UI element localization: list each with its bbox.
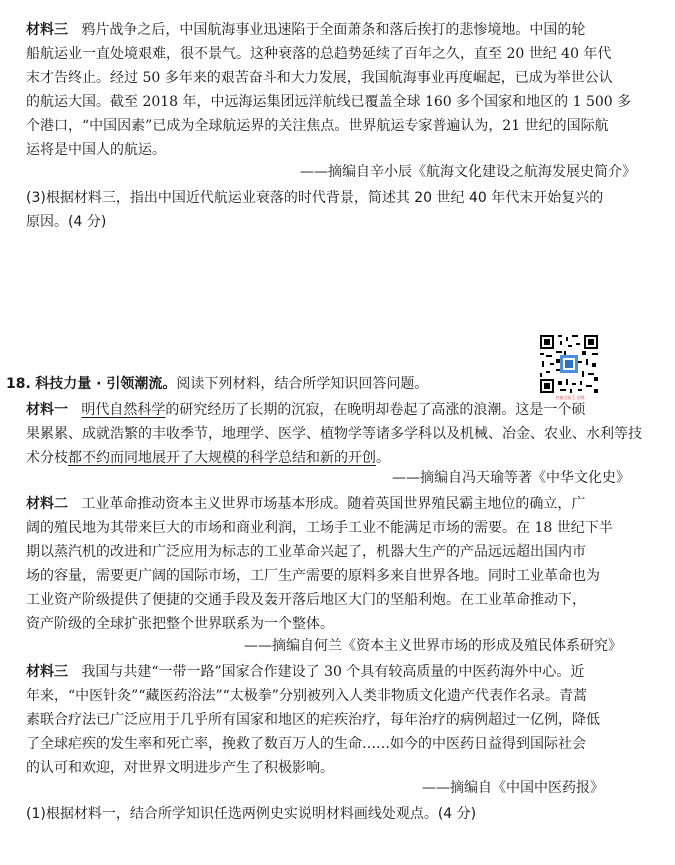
s1-m3-line-1 <box>26 20 585 40</box>
s2-m3-line-3: 素联合疗法已广泛应用于几乎所有国家和地区的疟疾治疗，每年治疗的病例超过一亿例，降低 <box>26 712 600 728</box>
s2-m3-source: ——摘编自《中国中医药报》 <box>422 780 604 796</box>
s2-m1-label: 材料一 <box>26 402 68 418</box>
s2-m1-underlined-2: 都不约而同地展开了大规模的科学总结和新的开创 <box>68 450 376 466</box>
s1-m3-label: 材料三 <box>26 22 68 38</box>
s2-question-1: (1)根据材料一，结合所学知识任选两例史实说明材料画线处观点。(4 分) <box>26 806 477 822</box>
qr-caption: 扫描全能王 创建 <box>555 395 585 400</box>
s2-m2-line-6: 资产阶级的全球扩张把整个世界联系为一个整体。 <box>26 616 334 632</box>
s1-m3-line-3: 末才告终止。经过 50 多年来的艰苦奋斗和大力发展，我国航海事业再度崛起，已成为举世公认 <box>26 70 613 86</box>
q18-title: 科技力量 · 引领潮流。 <box>35 376 177 392</box>
s1-m3-line-4: 的航运大国。截至 2018 年，中远海运集团远洋航线已覆盖全球 160 多个国家和地区的 1 500 多 <box>26 94 632 110</box>
s1-m3-line-2: 船航运业一直处境艰难，很不景气。这种衰落的总趋势延续了百年之久，直至 20 世纪 40 年代 <box>26 46 612 62</box>
qr-code-image <box>538 333 600 395</box>
q18-number: 18. <box>6 376 31 392</box>
s2-m1-text-3b: 。 <box>376 450 390 466</box>
s2-m3-line-5: 的认可和欢迎，对世界文明进步产生了积极影响。 <box>26 760 334 776</box>
s1-m3-source: ——摘编自辛小辰《航海文化建设之航海发展史简介》 <box>300 164 636 180</box>
s2-m2-source: ——摘编自何兰《资本主义世界市场的形成及殖民体系研究》 <box>244 638 622 654</box>
s1-question-3-line-2: 原因。(4 分) <box>26 214 107 230</box>
q18-instruction: 阅读下列材料，结合所学知识回答问题。 <box>176 376 429 392</box>
s1-m3-line-5: 个港口，“中国因素”已成为全球航运界的关注焦点。世界航运专家普遍认为，21 世纪的国际航 <box>26 118 609 134</box>
s2-m2-text-1: 工业革命推动资本主义世界市场基本形成。随着英国世界殖民霸主地位的确立，广 <box>81 496 586 512</box>
s2-m2-line-3: 期以蒸汽机的改进和广泛应用为标志的工业革命兴起了，机器大生产的产品远远超出国内市 <box>26 544 586 560</box>
s2-m2-line-4: 场的容量，需要更广阔的国际市场，工厂生产需要的原料多来自世界各地。同时工业革命也为 <box>26 568 600 584</box>
s2-m1-text-1: 的研究经历了长期的沉寂，在晚明却卷起了高涨的浪潮。这是一个硕 <box>165 402 586 418</box>
s2-m3-line-1 <box>26 662 584 682</box>
q18-header <box>6 374 428 394</box>
s2-m2-line-1 <box>26 494 585 514</box>
s1-question-3-line-1: (3)根据材料三，指出中国近代航运业衰落的时代背景，简述其 20 世纪 40 年代末开始复兴的 <box>26 190 604 206</box>
s2-m1-line-1 <box>26 400 585 420</box>
s2-m3-line-4: 了全球疟疾的发生率和死亡率，挽救了数百万人的生命……如今的中医药日益得到国际社会 <box>26 736 586 752</box>
s2-m1-line-2: 果累累、成就浩繁的丰收季节，地理学、医学、植物学等诸多学科以及机械、冶金、农业、水利等技 <box>26 426 642 442</box>
s2-m1-source: ——摘编自冯天瑜等著《中华文化史》 <box>392 470 630 486</box>
s2-m1-line-3 <box>26 448 390 468</box>
s2-m3-label: 材料三 <box>26 664 68 680</box>
s2-m3-line-2: 年来，“中医针灸”“藏医药浴法”“太极拳”分别被列入人类非物质文化遗产代表作名录。青蒿 <box>26 688 587 704</box>
s1-m3-text-1: 鸦片战争之后，中国航海事业迅速陷于全面萧条和落后挨打的悲惨境地。中国的轮 <box>81 22 586 38</box>
s2-m2-line-2: 阔的殖民地为其带来巨大的市场和商业利润，工场手工业不能满足市场的需要。在 18 世纪下半 <box>26 520 613 536</box>
s2-m1-underlined-1: 明代自然科学 <box>81 402 166 418</box>
s2-m2-label: 材料二 <box>26 496 68 512</box>
s2-m2-line-5: 工业资产阶级提供了便捷的交通手段及轰开落后地区大门的坚船利炮。在工业革命推动下， <box>26 592 586 608</box>
s1-m3-line-6: 运将是中国人的航运。 <box>26 142 166 158</box>
s2-m3-text-1: 我国与共建“一带一路”国家合作建设了 30 个具有较高质量的中医药海外中心。近 <box>81 664 585 680</box>
s2-m1-text-3a: 术分枝 <box>26 450 68 466</box>
